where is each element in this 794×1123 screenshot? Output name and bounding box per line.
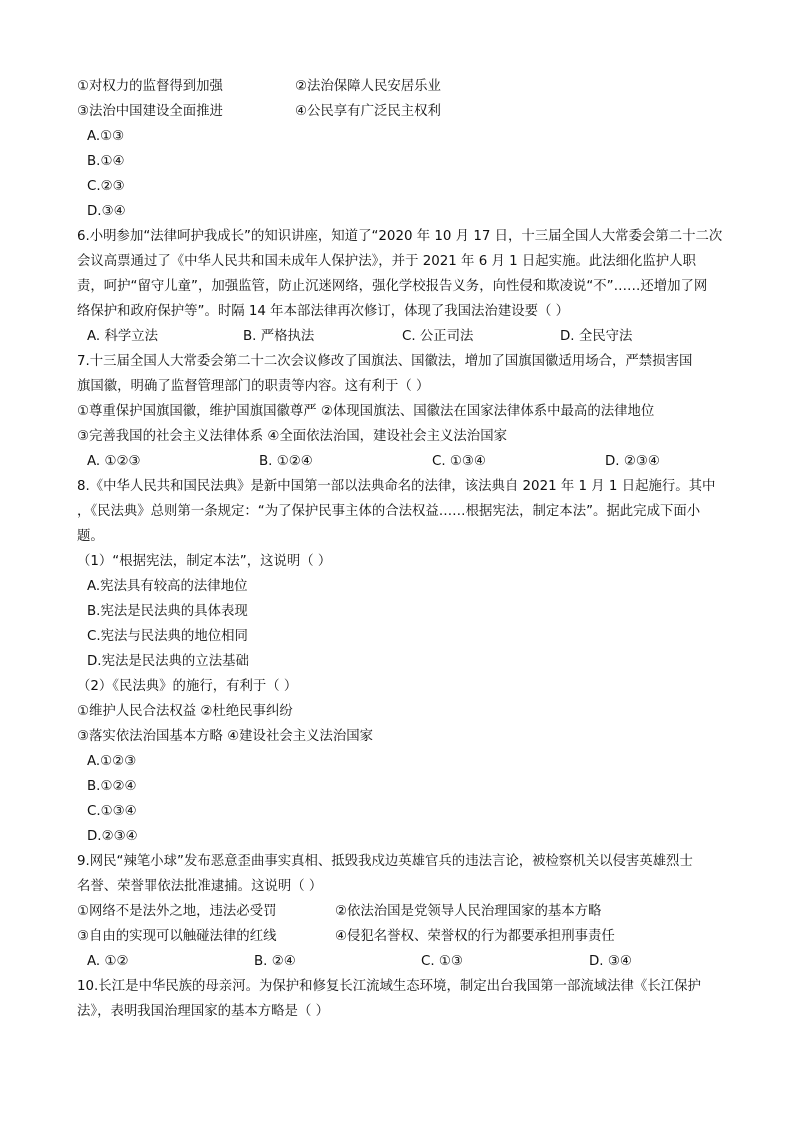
q7-option-a[interactable]: A. ①②③ [87, 454, 141, 469]
q8-stem-line-1: 8.《中华人民共和国民法典》是新中国第一部以法典命名的法律，该法典自 2021 年 1 月 1 日起施行。其中 [77, 479, 716, 494]
q6-stem-line-2: 会议高票通过了《中华人民共和国未成年人保护法》，并于 2021 年 6 月 1 日起实施。此法细化监护人职 [77, 254, 696, 269]
q6-stem-line-3: 责，呵护“留守儿童”，加强监管，防止沉迷网络，强化学校报告义务，向性侵和欺凌说“不”……还增加了网 [77, 279, 708, 294]
q5-statements-row2 [77, 103, 441, 121]
q7-option-c[interactable]: C. ①③④ [432, 454, 486, 469]
q9-statement-4: ④侵犯名誉权、荣誉权的行为都要承担刑事责任 [335, 929, 615, 944]
q7-options-row [87, 453, 660, 471]
q8-sub1-option-c[interactable]: C.宪法与民法典的地位相同 [87, 629, 248, 644]
q8-sub2-option-b[interactable]: B.①②④ [87, 779, 137, 794]
q9-option-d[interactable]: D. ③④ [589, 954, 632, 969]
q6-option-a[interactable]: A. 科学立法 [87, 329, 158, 344]
q6-stem-line-4: 络保护和政府保护等”。时隔 14 年本部法律再次修订，体现了我国法治建设要（ ） [77, 304, 570, 319]
q8-sub2-statements-2: ③落实依法治国基本方略 ④建设社会主义法治国家 [77, 729, 374, 744]
q5-statement-2: ②法治保障人民安居乐业 [295, 79, 441, 94]
q5-statement-3: ③法治中国建设全面推进 [77, 104, 223, 119]
q10-stem-line-1: 10.长江是中华民族的母亲河。为保护和修复长江流域生态环境，制定出台我国第一部流域法律《长江保护 [77, 979, 701, 994]
q8-stem-line-2: ，《民法典》总则第一条规定：“为了保护民事主体的合法权益……根据宪法，制定本法”。据此完成下面小 [77, 504, 701, 519]
q8-stem-line-3: 题。 [77, 529, 104, 544]
q10-stem-line-2: 法》，表明我国治理国家的基本方略是（ ） [77, 1004, 329, 1019]
q7-option-d[interactable]: D. ②③④ [605, 454, 660, 469]
q5-option-d[interactable]: D.③④ [87, 204, 126, 219]
q8-sub2-option-a[interactable]: A.①②③ [87, 754, 137, 769]
q6-option-d[interactable]: D. 全民守法 [560, 329, 633, 344]
q5-option-b[interactable]: B.①④ [87, 154, 125, 169]
q6-option-c[interactable]: C. 公正司法 [402, 329, 474, 344]
q5-option-a[interactable]: A.①③ [87, 129, 125, 144]
q8-sub1-option-b[interactable]: B.宪法是民法典的具体表现 [87, 604, 248, 619]
q5-statement-4: ④公民享有广泛民主权利 [295, 104, 441, 119]
q9-options-row [87, 953, 632, 971]
q9-statements-row1 [77, 903, 601, 921]
q9-statements-row2 [77, 928, 615, 946]
q8-sub2-stem: （2）《民法典》的施行，有利于（ ） [77, 679, 298, 694]
q8-sub1-option-a[interactable]: A.宪法具有较高的法律地位 [87, 579, 248, 594]
q8-sub2-statements-1: ①维护人民合法权益 ②杜绝民事纠纷 [77, 704, 293, 719]
q9-statement-2: ②依法治国是党领导人民治理国家的基本方略 [335, 904, 602, 919]
q8-sub2-option-c[interactable]: C.①③④ [87, 804, 137, 819]
q7-statement-line-1: ①尊重保护国旗国徽，维护国旗国徽尊严 ②体现国旗法、国徽法在国家法律体系中最高的法律地位 [77, 404, 655, 419]
q9-stem-line-2: 名誉、荣誉罪依法批准逮捕。这说明（ ） [77, 879, 323, 894]
q9-statement-3: ③自由的实现可以触碰法律的红线 [77, 929, 277, 944]
q5-statements-row1 [77, 78, 441, 96]
q9-option-a[interactable]: A. ①② [87, 954, 129, 969]
q6-options-row [87, 328, 632, 346]
q6-option-b[interactable]: B. 严格执法 [243, 329, 315, 344]
q9-statement-1: ①网络不是法外之地，违法必受罚 [77, 904, 277, 919]
q8-sub1-option-d[interactable]: D.宪法是民法典的立法基础 [87, 654, 249, 669]
q5-statement-1: ①对权力的监督得到加强 [77, 79, 223, 94]
q7-statement-line-2: ③完善我国的社会主义法律体系 ④全面依法治国，建设社会主义法治国家 [77, 429, 507, 444]
q7-option-b[interactable]: B. ①②④ [259, 454, 313, 469]
q8-sub2-option-d[interactable]: D.②③④ [87, 829, 138, 844]
q9-stem-line-1: 9.网民“辣笔小球”发布恶意歪曲事实真相、抵毁我戍边英雄官兵的违法言论，被检察机关以侵害英雄烈士 [77, 854, 693, 869]
q7-stem-line-1: 7.十三届全国人大常委会第二十二次会议修改了国旗法、国徽法，增加了国旗国徽适用场合，严禁损害国 [77, 354, 693, 369]
q5-option-c[interactable]: C.②③ [87, 179, 125, 194]
q6-stem-line-1: 6.小明参加“法律呵护我成长”的知识讲座，知道了“2020 年 10 月 17 日，十三届全国人大常委会第二十二次 [77, 229, 723, 244]
q7-stem-line-2: 旗国徽，明确了监督管理部门的职责等内容。这有利于（ ） [77, 379, 430, 394]
q9-option-b[interactable]: B. ②④ [254, 954, 296, 969]
q8-sub1-stem: （1）“根据宪法，制定本法”，这说明（ ） [77, 554, 332, 569]
q9-option-c[interactable]: C. ①③ [421, 954, 463, 969]
